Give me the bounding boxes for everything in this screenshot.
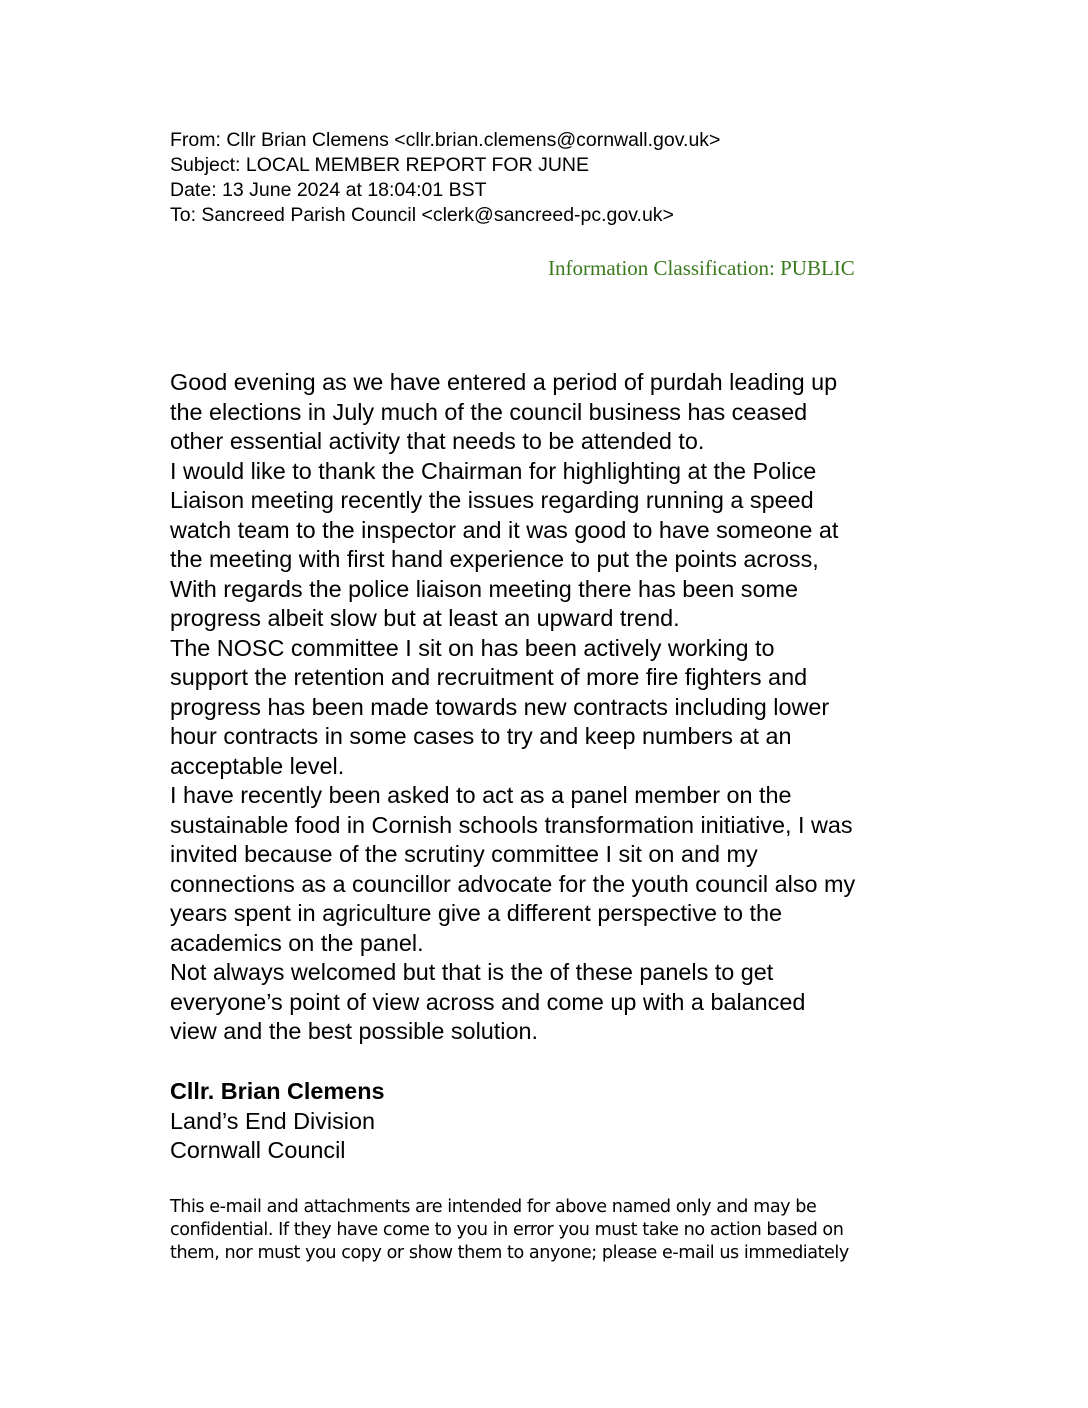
body-line: Good evening as we have entered a period of purdah leading up (170, 369, 838, 395)
signature-council: Cornwall Council (170, 1137, 346, 1163)
body-line: The NOSC committee I sit on has been actively working to (170, 634, 775, 661)
body-line: years spent in agriculture give a different perspective to the (170, 900, 782, 926)
body-line: progress has been made towards new contracts including lower (170, 693, 830, 720)
body-line: the elections in July much of the council business has ceased (170, 398, 808, 425)
body-line: other essential activity that needs to be attended to. (170, 428, 705, 454)
signature-name: Cllr. Brian Clemens (170, 1078, 385, 1104)
body-line: invited because of the scrutiny committee I sit on and my (170, 841, 758, 867)
body-line: connections as a councillor advocate for the youth council also my (170, 870, 856, 897)
email-to: To: Sancreed Parish Council <clerk@sancreed-pc.gov.uk> (170, 204, 674, 226)
disclaimer-line: them, nor must you copy or show them to anyone; please e-mail us immediately (170, 1243, 849, 1263)
email-signature (170, 1077, 770, 1166)
body-line: hour contracts in some cases to try and keep numbers at an (170, 723, 792, 749)
disclaimer-line: This e-mail and attachments are intended for above named only and may be (170, 1197, 817, 1217)
signature-division: Land’s End Division (170, 1107, 376, 1134)
body-line: progress albeit slow but at least an upward trend. (170, 605, 680, 631)
body-line: support the retention and recruitment of more fire fighters and (170, 664, 808, 690)
email-from: From: Cllr Brian Clemens <cllr.brian.clemens@cornwall.gov.uk> (170, 129, 721, 151)
body-line: watch team to the inspector and it was good to have someone at (170, 516, 839, 543)
body-line: view and the best possible solution. (170, 1018, 538, 1044)
email-date: Date: 13 June 2024 at 18:04:01 BST (170, 179, 487, 201)
body-line: everyone’s point of view across and come up with a balanced (170, 988, 806, 1015)
body-line: Not always welcomed but that is the of these panels to get (170, 959, 774, 985)
body-line: the meeting with first hand experience to put the points across, (170, 546, 819, 572)
email-subject: Subject: LOCAL MEMBER REPORT FOR JUNE (170, 154, 589, 176)
body-line: acceptable level. (170, 752, 345, 779)
body-line: sustainable food in Cornish schools transformation initiative, I was (170, 811, 853, 838)
disclaimer-line: confidential. If they have come to you in error you must take no action based on (170, 1220, 844, 1240)
email-disclaimer (170, 1196, 930, 1265)
body-line: I would like to thank the Chairman for highlighting at the Police (170, 457, 817, 484)
body-line: With regards the police liaison meeting there has been some (170, 575, 798, 602)
body-line: Liaison meeting recently the issues regarding running a speed (170, 487, 814, 513)
email-header (170, 128, 970, 228)
email-body (170, 368, 930, 1047)
information-classification: Information Classification: PUBLIC (548, 256, 855, 280)
body-line: I have recently been asked to act as a panel member on the (170, 782, 792, 808)
body-line: academics on the panel. (170, 929, 424, 956)
